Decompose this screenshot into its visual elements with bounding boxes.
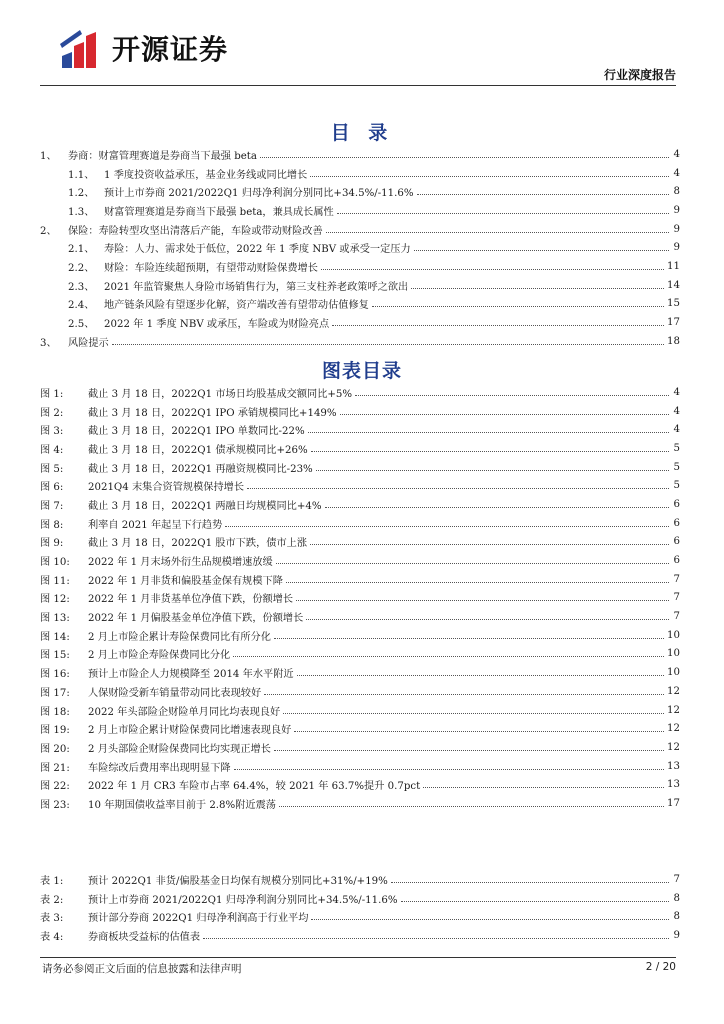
toc-page-number: 18 — [667, 335, 680, 347]
figure-page-number: 12 — [667, 685, 680, 697]
figure-page-number: 17 — [667, 797, 680, 809]
dot-leader — [112, 343, 664, 345]
figure-page-number: 10 — [667, 648, 680, 660]
figure-number: 图 22: — [40, 781, 70, 793]
toc-number: 1.2、 — [68, 188, 95, 200]
dot-leader — [310, 543, 669, 545]
toc-entry[interactable] — [40, 238, 680, 257]
figure-text: 2022 年 1 月偏股基金单位净值下跌，份额增长 — [88, 613, 304, 625]
figure-list-title: 图表目录 — [321, 360, 402, 382]
dot-leader — [417, 193, 669, 195]
figure-page-number: 13 — [667, 779, 680, 791]
dot-leader — [316, 469, 669, 471]
table-entry[interactable] — [40, 926, 680, 945]
figure-page-number: 12 — [667, 704, 680, 716]
dot-leader — [355, 394, 669, 396]
dot-leader — [274, 637, 664, 639]
figure-entry[interactable] — [40, 420, 680, 439]
figure-text: 2 月头部险企财险保费同比均实现正增长 — [88, 743, 271, 755]
table-text: 券商板块受益标的估值表 — [88, 931, 201, 943]
table-number: 表 1: — [40, 875, 64, 887]
figure-entry[interactable] — [40, 607, 680, 626]
figure-page-number: 13 — [667, 760, 680, 772]
dot-leader — [326, 231, 669, 233]
figure-number: 图 23: — [40, 799, 70, 811]
figure-entry[interactable] — [40, 458, 680, 477]
figure-text: 2022 年 1 月非货基单位净值下跌，份额增长 — [88, 594, 294, 606]
toc-page-number: 17 — [667, 317, 680, 329]
figure-page-number: 12 — [667, 723, 680, 735]
figure-number: 图 11: — [40, 575, 70, 587]
toc-page-number: 9 — [673, 242, 680, 254]
toc-number: 2、 — [40, 225, 57, 237]
table-entry[interactable] — [40, 907, 680, 926]
figure-page-number: 10 — [667, 629, 680, 641]
figure-number: 图 7: — [40, 500, 64, 512]
figure-entry[interactable] — [40, 439, 680, 458]
dot-leader — [321, 268, 664, 270]
table-entry[interactable] — [40, 889, 680, 908]
figure-entry[interactable] — [40, 682, 680, 701]
toc-number: 2.4、 — [68, 300, 95, 312]
logo-mark-icon — [58, 26, 104, 70]
table-text: 预计部分券商 2022Q1 归母净利润高于行业平均 — [88, 913, 309, 925]
toc-text: 风险提示 — [68, 337, 109, 349]
figure-entry[interactable] — [40, 570, 680, 589]
dot-leader — [337, 212, 669, 214]
figure-number: 图 14: — [40, 631, 70, 643]
toc-number: 1.3、 — [68, 206, 95, 218]
figure-entry[interactable] — [40, 551, 680, 570]
toc-entry[interactable] — [40, 276, 680, 295]
table-page-number: 8 — [673, 911, 680, 923]
table-list — [40, 870, 680, 945]
toc-page-number: 15 — [667, 298, 680, 310]
dot-leader — [325, 506, 669, 508]
figure-entry[interactable] — [40, 514, 680, 533]
dot-leader — [310, 175, 669, 177]
toc-page-number: 9 — [673, 204, 680, 216]
figure-page-number: 5 — [673, 461, 680, 473]
figure-text: 截止 3 月 18 日，2022Q1 市场日均股基成交额同比+5% — [88, 388, 353, 400]
footer-divider — [40, 957, 676, 958]
figure-text: 预计上市险企人力规模降至 2014 年水平附近 — [88, 669, 294, 681]
figure-entry[interactable] — [40, 719, 680, 738]
table-page-number: 9 — [673, 929, 680, 941]
toc-text: 券商：财富管理赛道是券商当下最强 beta — [68, 150, 257, 162]
toc-list — [40, 145, 680, 351]
figure-number: 图 21: — [40, 762, 70, 774]
dot-leader — [294, 730, 664, 732]
figure-text: 2 月上市险企寿险保费同比分化 — [88, 650, 231, 662]
toc-entry[interactable] — [40, 332, 680, 351]
page-header — [0, 0, 724, 96]
dot-leader — [297, 674, 664, 676]
dot-leader — [423, 786, 664, 788]
figure-list — [40, 383, 680, 813]
figure-number: 图 1: — [40, 388, 64, 400]
figure-number: 图 17: — [40, 687, 70, 699]
toc-entry[interactable] — [40, 313, 680, 332]
figure-entry[interactable] — [40, 589, 680, 608]
figure-number: 图 18: — [40, 706, 70, 718]
figure-text: 2022 年 1 月末场外衍生品规模增速放缓 — [88, 557, 273, 569]
toc-text: 1 季度投资收益承压，基金业务线或同比增长 — [104, 169, 308, 181]
toc-entry[interactable] — [40, 145, 680, 164]
dot-leader — [296, 599, 669, 601]
dot-leader — [279, 805, 664, 807]
figure-number: 图 10: — [40, 557, 70, 569]
dot-leader — [311, 918, 669, 920]
toc-text: 地产链条风险有望逐步化解，资产端改善有望带动估值修复 — [104, 300, 369, 312]
figure-entry[interactable] — [40, 775, 680, 794]
dot-leader — [401, 900, 669, 902]
toc-entry[interactable] — [40, 182, 680, 201]
dot-leader — [414, 249, 669, 251]
figure-text: 人保财险受新车销量带动同比表现较好 — [88, 687, 262, 699]
toc-page-number: 8 — [673, 186, 680, 198]
figure-entry[interactable] — [40, 402, 680, 421]
toc-page-number: 4 — [673, 148, 680, 160]
toc-text: 财险：车险连续超预期，有望带动财险保费增长 — [104, 262, 318, 274]
figure-page-number: 4 — [673, 405, 680, 417]
brand-name: 开源证券 — [112, 33, 229, 66]
figure-number: 图 3: — [40, 426, 64, 438]
toc-text: 预计上市券商 2021/2022Q1 归母净利润分别同比+34.5%/-11.6% — [104, 188, 414, 200]
dot-leader — [247, 487, 669, 489]
figure-text: 2022 年 1 月非货和偏股基金保有规模下降 — [88, 575, 283, 587]
figure-text: 截止 3 月 18 日，2022Q1 IPO 单数同比-22% — [88, 426, 305, 438]
toc-entry[interactable] — [40, 220, 680, 239]
figure-text: 截止 3 月 18 日，2022Q1 IPO 承销规模同比+149% — [88, 407, 337, 419]
figure-page-number: 5 — [673, 480, 680, 492]
dot-leader — [332, 324, 664, 326]
dot-leader — [264, 693, 664, 695]
table-page-number: 8 — [673, 892, 680, 904]
figure-page-number: 6 — [673, 555, 680, 567]
toc-text: 财富管理赛道是券商当下最强 beta，兼具成长属性 — [104, 206, 334, 218]
table-page-number: 7 — [673, 873, 680, 885]
figure-text: 截止 3 月 18 日，2022Q1 再融资规模同比-23% — [88, 463, 313, 475]
figure-entry[interactable] — [40, 701, 680, 720]
toc-number: 2.3、 — [68, 281, 95, 293]
toc-text: 2021 年监管聚焦人身险市场销售行为，第三支柱养老政策呼之欲出 — [104, 281, 409, 293]
table-text: 预计 2022Q1 非货/偏股基金日均保有规模分别同比+31%/+19% — [88, 875, 388, 887]
figure-entry[interactable] — [40, 495, 680, 514]
figure-entry[interactable] — [40, 738, 680, 757]
header-divider — [40, 85, 676, 86]
figure-entry[interactable] — [40, 645, 680, 664]
toc-page-number: 4 — [673, 167, 680, 179]
toc-title: 目 录 — [330, 122, 394, 144]
page-number: 2 / 20 — [645, 961, 676, 973]
figure-text: 2 月上市险企累计寿险保费同比有所分化 — [88, 631, 271, 643]
footer-disclaimer: 请务必参阅正文后面的信息披露和法律声明 — [42, 963, 242, 975]
figure-entry[interactable] — [40, 383, 680, 402]
figure-number: 图 9: — [40, 538, 64, 550]
figure-number: 图 2: — [40, 407, 64, 419]
figure-number: 图 5: — [40, 463, 64, 475]
dot-leader — [274, 749, 664, 751]
dot-leader — [311, 450, 669, 452]
figure-entry[interactable] — [40, 757, 680, 776]
toc-number: 2.2、 — [68, 262, 95, 274]
dot-leader — [276, 562, 669, 564]
toc-text: 寿险：人力、需求处于低位，2022 年 1 季度 NBV 或承受一定压力 — [104, 244, 411, 256]
figure-text: 截止 3 月 18 日，2022Q1 两融日均规模同比+4% — [88, 500, 322, 512]
toc-entry[interactable] — [40, 257, 680, 276]
figure-number: 图 20: — [40, 743, 70, 755]
figure-page-number: 5 — [673, 442, 680, 454]
figure-page-number: 6 — [673, 536, 680, 548]
toc-text: 2022 年 1 季度 NBV 或承压，车险或为财险亮点 — [104, 319, 330, 331]
toc-number: 1.1、 — [68, 169, 95, 181]
figure-text: 截止 3 月 18 日，2022Q1 债承规模同比+26% — [88, 444, 308, 456]
figure-number: 图 16: — [40, 669, 70, 681]
figure-number: 图 12: — [40, 594, 70, 606]
figure-number: 图 8: — [40, 519, 64, 531]
toc-entry[interactable] — [40, 164, 680, 183]
dot-leader — [286, 581, 669, 583]
dot-leader — [411, 287, 664, 289]
figure-page-number: 10 — [667, 667, 680, 679]
figure-entry[interactable] — [40, 533, 680, 552]
figure-page-number: 4 — [673, 386, 680, 398]
figure-text: 2022 年头部险企财险单月同比均表现良好 — [88, 706, 281, 718]
figure-entry[interactable] — [40, 476, 680, 495]
company-logo — [58, 26, 228, 70]
dot-leader — [283, 712, 664, 714]
figure-text: 截止 3 月 18 日，2022Q1 股市下跌，债市上涨 — [88, 538, 308, 550]
dot-leader — [308, 431, 669, 433]
figure-text: 车险综改后费用率出现明显下降 — [88, 762, 231, 774]
figure-page-number: 7 — [673, 592, 680, 604]
dot-leader — [260, 156, 669, 158]
toc-page-number: 11 — [667, 260, 680, 272]
figure-number: 图 15: — [40, 650, 70, 662]
toc-entry[interactable] — [40, 295, 680, 314]
figure-page-number: 6 — [673, 498, 680, 510]
figure-page-number: 4 — [673, 424, 680, 436]
figure-number: 图 4: — [40, 444, 64, 456]
toc-page-number: 14 — [667, 279, 680, 291]
figure-text: 2022 年 1 月 CR3 车险市占率 64.4%，较 2021 年 63.7%提升 0.7pct — [88, 781, 421, 793]
dot-leader — [306, 618, 669, 620]
dot-leader — [225, 525, 669, 527]
figure-text: 利率自 2021 年起呈下行趋势 — [88, 519, 223, 531]
table-number: 表 4: — [40, 931, 64, 943]
figure-entry[interactable] — [40, 626, 680, 645]
table-number: 表 3: — [40, 913, 64, 925]
figure-number: 图 13: — [40, 613, 70, 625]
figure-text: 2 月上市险企累计财险保费同比增速表现良好 — [88, 725, 292, 737]
toc-entry[interactable] — [40, 201, 680, 220]
figure-number: 图 19: — [40, 725, 70, 737]
toc-page-number: 9 — [673, 223, 680, 235]
figure-text: 2021Q4 末集合资管规模保持增长 — [88, 482, 245, 494]
dot-leader — [203, 937, 669, 939]
dot-leader — [233, 655, 664, 657]
toc-number: 2.5、 — [68, 319, 95, 331]
figure-page-number: 7 — [673, 611, 680, 623]
figure-entry[interactable] — [40, 794, 680, 813]
dot-leader — [234, 768, 664, 770]
report-type-label: 行业深度报告 — [603, 68, 676, 82]
toc-number: 2.1、 — [68, 244, 95, 256]
figure-number: 图 6: — [40, 482, 64, 494]
figure-text: 10 年期国债收益率目前于 2.8%附近震荡 — [88, 799, 276, 811]
figure-page-number: 7 — [673, 573, 680, 585]
table-text: 预计上市券商 2021/2022Q1 归母净利润分别同比+34.5%/-11.6% — [88, 894, 398, 906]
figure-entry[interactable] — [40, 663, 680, 682]
dot-leader — [340, 413, 669, 415]
toc-number: 1、 — [40, 150, 57, 162]
dot-leader — [372, 305, 664, 307]
table-entry[interactable] — [40, 870, 680, 889]
dot-leader — [391, 881, 669, 883]
toc-number: 3、 — [40, 337, 57, 349]
figure-page-number: 12 — [667, 741, 680, 753]
figure-page-number: 6 — [673, 517, 680, 529]
table-number: 表 2: — [40, 894, 64, 906]
toc-text: 保险：寿险转型攻坚出清落后产能，车险或带动财险改善 — [68, 225, 323, 237]
